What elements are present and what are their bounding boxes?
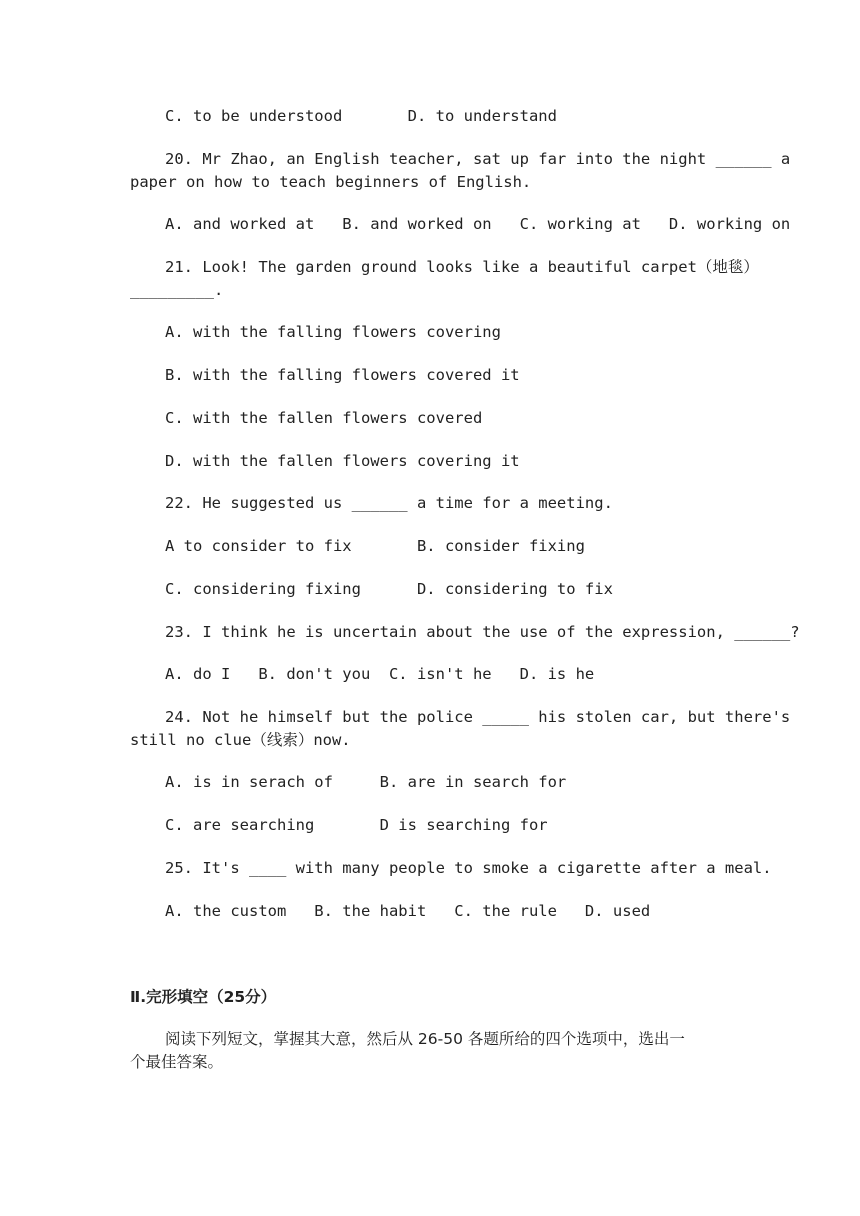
q20-stem-line1: 20. Mr Zhao, an English teacher, sat up far into the night ______ a bbox=[165, 150, 791, 168]
q21-option-c: C. with the fallen flowers covered bbox=[165, 409, 483, 427]
section-instruction-line1: 阅读下列短文，掌握其大意，然后从 26-50 各题所给的四个选项中，选出一 bbox=[165, 1030, 685, 1048]
q21-option-a: A. with the falling flowers covering bbox=[165, 323, 501, 341]
q23-options: A. do I B. don't you C. isn't he D. is he bbox=[165, 665, 595, 683]
q21-stem-line2: _________. bbox=[130, 281, 224, 299]
q21-stem-line1: 21. Look! The garden ground looks like a beautiful carpet（地毯） bbox=[165, 258, 759, 276]
q24-stem-line1: 24. Not he himself but the police _____ his stolen car, but there's bbox=[165, 708, 791, 726]
q25-stem: 25. It's ____ with many people to smoke a cigarette after a meal. bbox=[165, 859, 772, 877]
q22-stem: 22. He suggested us ______ a time for a meeting. bbox=[165, 494, 613, 512]
q25-options: A. the custom B. the habit C. the rule D. used bbox=[165, 902, 651, 920]
q22-options-ab: A to consider to fix B. consider fixing bbox=[165, 537, 585, 555]
q21-option-d: D. with the fallen flowers covering it bbox=[165, 452, 520, 470]
section-heading: Ⅱ.完形填空（25分） bbox=[130, 988, 277, 1006]
q24-options-ab: A. is in serach of B. are in search for bbox=[165, 773, 567, 791]
q20-options: A. and worked at B. and worked on C. working at D. working on bbox=[165, 215, 791, 233]
q21-option-b: B. with the falling flowers covered it bbox=[165, 366, 520, 384]
q23-stem: 23. I think he is uncertain about the use of the expression, ______? bbox=[165, 623, 800, 641]
q20-stem-line2: paper on how to teach beginners of English. bbox=[130, 173, 532, 191]
q22-options-cd: C. considering fixing D. considering to fix bbox=[165, 580, 613, 598]
section-instruction-line2: 个最佳答案。 bbox=[130, 1053, 224, 1071]
q24-options-cd: C. are searching D is searching for bbox=[165, 816, 548, 834]
q24-stem-line2: still no clue（线索）now. bbox=[130, 731, 351, 749]
q19-options-cd: C. to be understood D. to understand bbox=[165, 107, 557, 125]
